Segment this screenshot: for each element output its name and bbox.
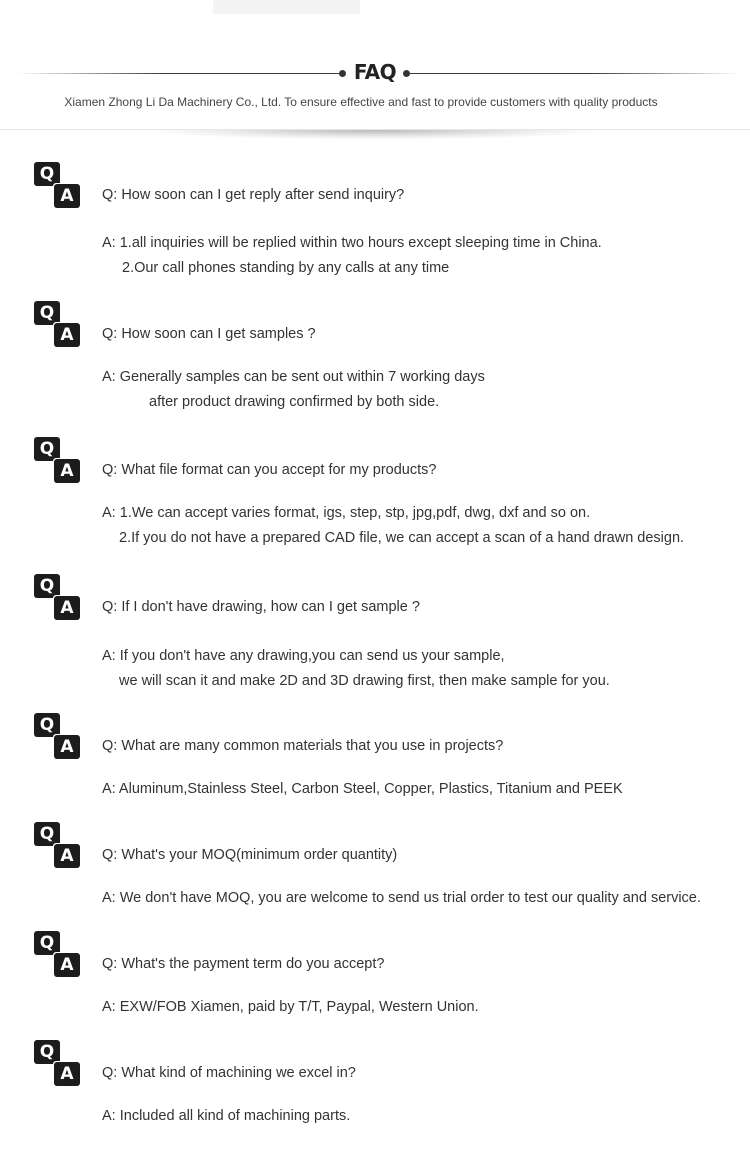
a-icon: A [54, 844, 80, 868]
a-icon: A [54, 459, 80, 483]
a-icon: A [54, 1062, 80, 1086]
faq-answer-line: A: EXW/FOB Xiamen, paid by T/T, Paypal, Western Union. [102, 999, 479, 1015]
a-icon: A [54, 953, 80, 977]
q-icon: Q [34, 162, 60, 186]
faq-question: Q: What's the payment term do you accept? [102, 956, 385, 972]
header-rule-right [410, 73, 740, 74]
faq-question: Q: What are many common materials that you use in projects? [102, 738, 504, 754]
a-icon: A [54, 184, 80, 208]
faq-question: Q: What file format can you accept for my products? [102, 462, 437, 478]
qa-icon [34, 301, 80, 347]
faq-answer-line: A: Generally samples can be sent out within 7 working days [102, 369, 485, 385]
page-title: FAQ [353, 60, 397, 84]
faq-answer-line: A: We don't have MOQ, you are welcome to send us trial order to test our quality and service. [102, 890, 701, 906]
q-icon: Q [34, 713, 60, 737]
q-icon: Q [34, 301, 60, 325]
a-icon: A [54, 596, 80, 620]
faq-answer-line: A: Aluminum,Stainless Steel, Carbon Steel, Copper, Plastics, Titanium and PEEK [102, 781, 623, 797]
qa-icon [34, 162, 80, 208]
faq-question: Q: If I don't have drawing, how can I get sample ? [102, 599, 420, 615]
faq-answer-line: A: 1.We can accept varies format, igs, step, stp, jpg,pdf, dwg, dxf and so on. [102, 505, 591, 521]
faq-question: Q: What's your MOQ(minimum order quantity) [102, 847, 398, 863]
faq-answer-line: after product drawing confirmed by both side. [149, 394, 440, 410]
qa-icon [34, 713, 80, 759]
qa-icon [34, 574, 80, 620]
header-dot-left [339, 70, 346, 77]
faq-answer-line: 2.Our call phones standing by any calls at any time [122, 260, 450, 276]
qa-icon [34, 1040, 80, 1086]
page-subtitle: Xiamen Zhong Li Da Machinery Co., Ltd. To ensure effective and fast to provide customers with quality products [64, 95, 658, 109]
qa-icon [34, 822, 80, 868]
q-icon: Q [34, 822, 60, 846]
qa-icon [34, 437, 80, 483]
header-rule-left [16, 73, 341, 74]
q-icon: Q [34, 931, 60, 955]
header-shadow [140, 130, 610, 140]
faq-answer-line: A: If you don't have any drawing,you can send us your sample, [102, 648, 505, 664]
qa-icon [34, 931, 80, 977]
a-icon: A [54, 735, 80, 759]
q-icon: Q [34, 574, 60, 598]
faq-answer-line: we will scan it and make 2D and 3D drawing first, then make sample for you. [119, 673, 610, 689]
faq-question: Q: How soon can I get samples ? [102, 326, 316, 342]
faq-question: Q: What kind of machining we excel in? [102, 1065, 356, 1081]
faq-header [0, 0, 750, 140]
a-icon: A [54, 323, 80, 347]
q-icon: Q [34, 1040, 60, 1064]
faq-answer-line: A: Included all kind of machining parts. [102, 1108, 351, 1124]
faq-question: Q: How soon can I get reply after send inquiry? [102, 187, 405, 203]
header-dot-right [403, 70, 410, 77]
q-icon: Q [34, 437, 60, 461]
faq-answer-line: A: 1.all inquiries will be replied within two hours except sleeping time in China. [102, 235, 602, 251]
faq-answer-line: 2.If you do not have a prepared CAD file, we can accept a scan of a hand drawn design. [119, 530, 685, 546]
